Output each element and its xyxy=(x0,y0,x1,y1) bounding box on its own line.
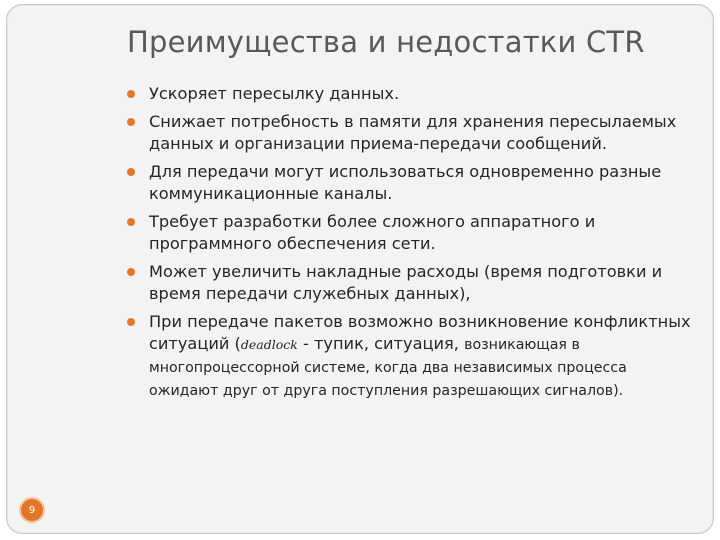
bullet-dot-icon xyxy=(127,218,135,226)
page-number-badge: 9 xyxy=(19,497,45,523)
bullet-dot-icon xyxy=(127,168,135,176)
bullet-text-continuation: - тупик, ситуация, xyxy=(297,334,459,353)
slide-title: Преимущества и недостатки CTR xyxy=(127,25,645,59)
bullet-text: Снижает потребность в памяти для хранения пересылаемых данных и организации приема-передачи сообщений. xyxy=(149,112,677,153)
bullet-dot-icon xyxy=(127,90,135,98)
bullet-item xyxy=(125,111,695,155)
bullet-text: Ускоряет пересылку данных. xyxy=(149,84,400,103)
bullet-text: Требует разработки более сложного аппаратного и программного обеспечения сети. xyxy=(149,212,596,253)
bullet-text: При передаче пакетов возможно возникновение конфликтных ситуаций ( xyxy=(149,312,691,353)
bullet-item xyxy=(125,261,695,305)
bullet-text-small: возникающая в многопроцессорной системе, когда два независимых процесса ожидают друг от друга поступления разрешающих сигналов). xyxy=(149,337,627,399)
bullet-dot-icon xyxy=(127,268,135,276)
bullet-item xyxy=(125,211,695,255)
bullet-text: Может увеличить накладные расходы (время подготовки и время передачи служебных данных), xyxy=(149,262,663,303)
slide xyxy=(6,4,714,534)
bullet-text: Для передачи могут использоваться одновременно разные коммуникационные каналы. xyxy=(149,162,662,203)
bullet-list xyxy=(125,83,695,408)
bullet-item-deadlock xyxy=(125,311,695,402)
deadlock-term: deadlock xyxy=(240,337,298,352)
bullet-item xyxy=(125,161,695,205)
bullet-dot-icon xyxy=(127,118,135,126)
bullet-dot-icon xyxy=(127,318,135,326)
bullet-item xyxy=(125,83,695,105)
